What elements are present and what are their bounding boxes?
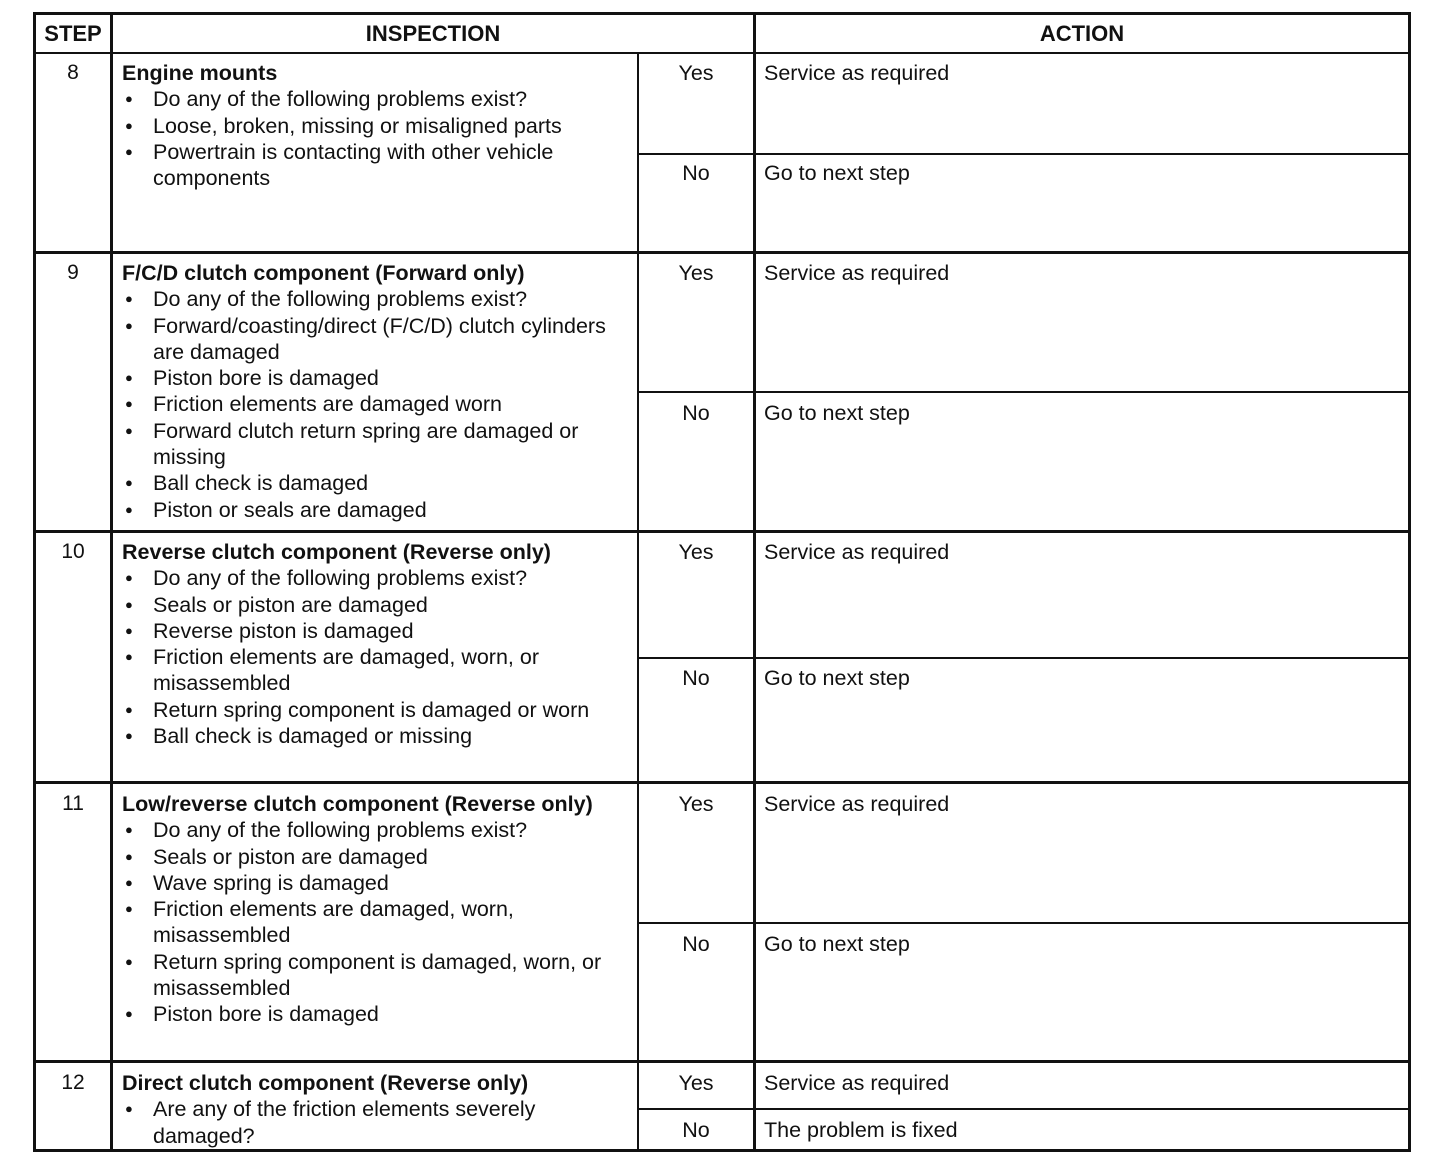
bullet-item: ● Seals or piston are damaged [122,844,632,870]
bullet-item: ● Piston bore is damaged [122,365,632,391]
bullet-item: ● Do any of the following problems exist? [122,565,632,591]
bullet-item: ● Return spring component is damaged or worn [122,697,632,723]
row-divider [36,781,1408,784]
yes-no-divider [637,153,1408,155]
bullet-item: ● Friction elements are damaged, worn, or misassembled [122,644,632,697]
bullet-item: ● Friction elements are damaged, worn, misassembled [122,896,632,949]
yes-action: Service as required [764,540,950,564]
yes-no-divider [637,922,1408,924]
yes-label: Yes [678,1071,714,1095]
step-inspection [122,260,632,523]
no-action: Go to next step [764,666,910,690]
yes-no-divider [637,657,1408,659]
step-title: Engine mounts [122,61,278,85]
step-title: Low/reverse clutch component (Reverse only) [122,792,593,816]
yes-action: Service as required [764,61,950,85]
inspection-table [33,12,1411,1152]
no-label: No [682,932,710,956]
yes-no-column-divider [637,53,639,1149]
bullet-item: ● Ball check is damaged or missing [122,723,632,749]
yes-action: Service as required [764,792,950,816]
no-label: No [682,161,710,185]
header-inspection: INSPECTION [365,21,501,46]
bullet-item: ● Seals or piston are damaged [122,592,632,618]
bullet-item: ● Forward clutch return spring are damaged or missing [122,418,632,471]
yes-label: Yes [678,792,714,816]
bullet-item: ● Wave spring is damaged [122,870,632,896]
no-label: No [682,401,710,425]
step-number: 8 [67,61,79,84]
step-inspection [122,1070,632,1149]
bullet-item: ● Powertrain is contacting with other vehicle components [122,139,632,192]
yes-action: Service as required [764,261,950,285]
step-column-divider [110,15,113,1149]
bullet-item: ● Piston bore is damaged [122,1001,632,1027]
no-action: Go to next step [764,932,910,956]
yes-no-divider [637,1108,1408,1110]
bullet-item: ● Piston or seals are damaged [122,497,632,523]
yes-label: Yes [678,61,714,85]
bullet-item: ● Are any of the friction elements severely damaged? [122,1096,632,1149]
step-title: F/C/D clutch component (Forward only) [122,261,525,285]
bullet-item: ● Do any of the following problems exist? [122,86,632,112]
no-action: The problem is fixed [764,1118,958,1142]
row-divider [36,251,1408,254]
bullet-item: ● Do any of the following problems exist? [122,817,632,843]
no-label: No [682,666,710,690]
no-label: No [682,1118,710,1142]
no-action: Go to next step [764,161,910,185]
header-divider [36,52,1408,54]
bullet-item: ● Reverse piston is damaged [122,618,632,644]
bullet-item: ● Return spring component is damaged, worn, or misassembled [122,949,632,1002]
yes-label: Yes [678,540,714,564]
row-divider [36,1060,1408,1063]
yes-action: Service as required [764,1071,950,1095]
row-divider [36,530,1408,533]
step-number: 11 [62,792,84,815]
yes-label: Yes [678,261,714,285]
step-inspection [122,539,632,749]
bullet-item: ● Forward/coasting/direct (F/C/D) clutch cylinders are damaged [122,313,632,366]
step-inspection [122,60,632,191]
step-title: Direct clutch component (Reverse only) [122,1071,529,1095]
bullet-item: ● Ball check is damaged [122,470,632,496]
step-title: Reverse clutch component (Reverse only) [122,540,551,564]
yes-no-divider [637,391,1408,393]
step-number: 9 [67,261,79,284]
no-action: Go to next step [764,401,910,425]
header-step: STEP [44,21,102,46]
bullet-item: ● Friction elements are damaged worn [122,391,632,417]
action-column-divider [753,15,756,1149]
step-number: 12 [61,1071,85,1094]
bullet-item: ● Do any of the following problems exist? [122,286,632,312]
header-action: ACTION [1039,21,1125,46]
step-number: 10 [61,540,85,563]
step-inspection [122,791,632,1028]
bullet-item: ● Loose, broken, missing or misaligned parts [122,113,632,139]
